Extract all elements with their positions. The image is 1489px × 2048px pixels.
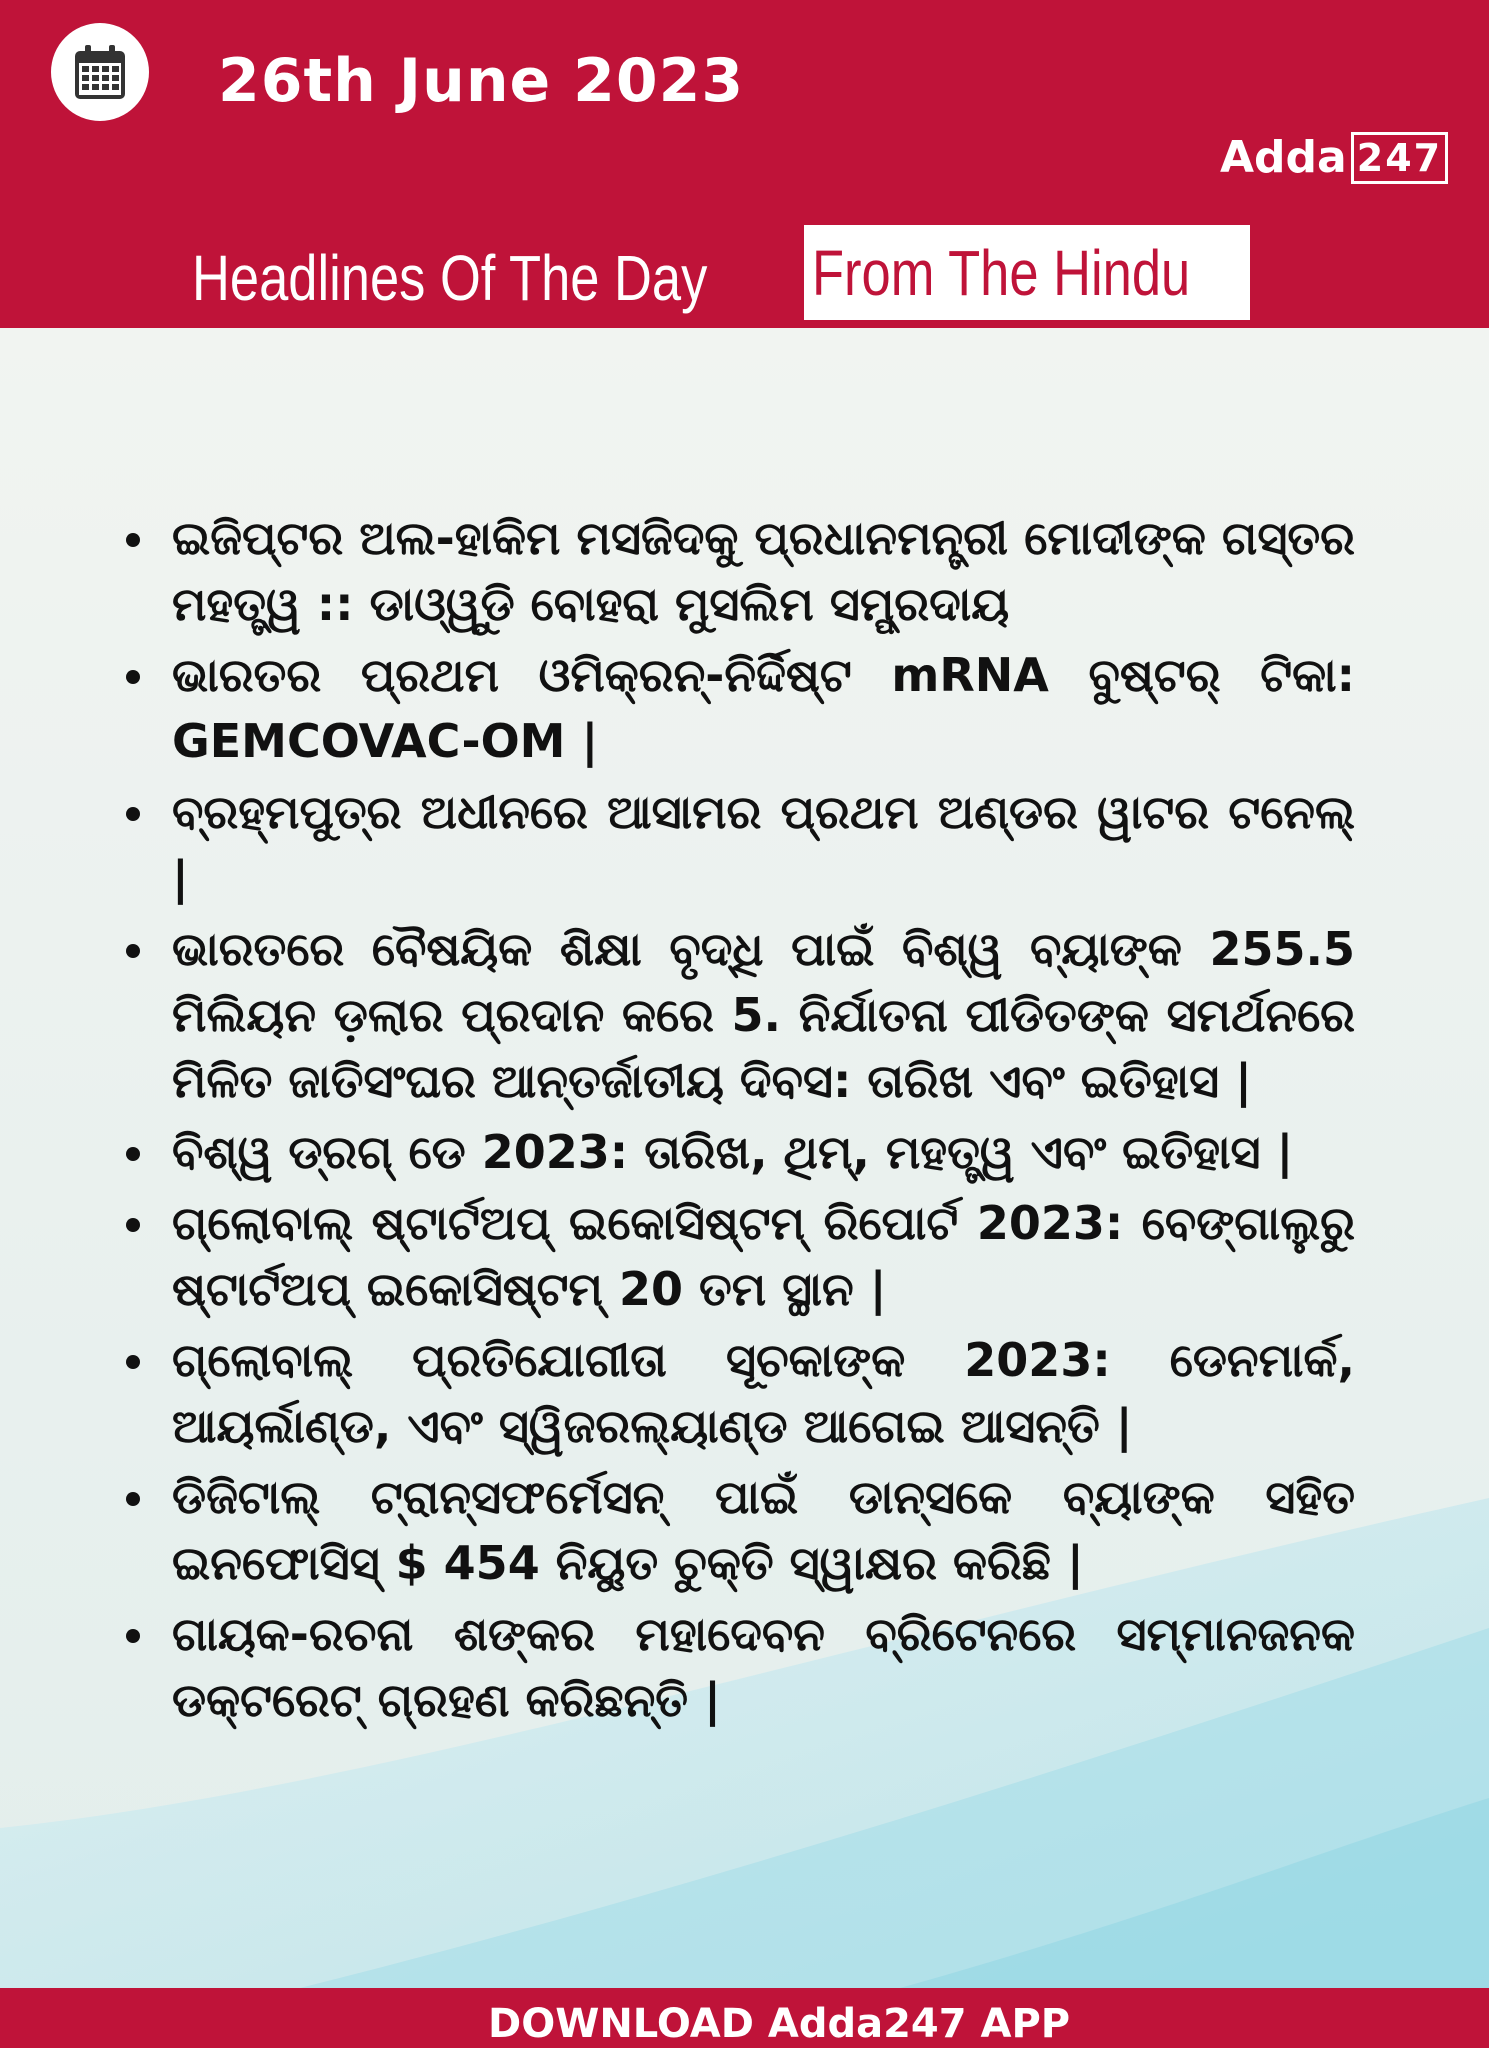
bullet-icon <box>126 1355 140 1369</box>
list-item <box>122 1190 1355 1322</box>
adda247-logo <box>1220 128 1448 188</box>
bullet-icon <box>126 1218 140 1232</box>
list-item <box>122 505 1355 637</box>
bullet-icon <box>126 1492 140 1506</box>
bullet-icon <box>126 944 140 958</box>
calendar-icon <box>73 43 127 101</box>
list-item <box>122 1119 1355 1185</box>
headline-text: ଭାରତରେ ବୈଷୟିକ ଶିକ୍ଷା ବୃଦ୍ଧି ପାଇଁ ବିଶ୍ୱ ବ୍ୟାଙ୍କ 255.5 ମିଲିୟନ ଡ଼ଲାର ପ୍ରଦାନ କରେ 5. ନିର୍ଯାତନା ପୀଡିତଙ୍କ ସମର୍ଥନରେ ମିଳିତ ଜାତିସଂଘର ଆନ୍ତର୍ଜାତୀୟ ଦିବସ: ତାରିଖ ଏବଂ ଇତିହାସ | <box>172 922 1355 1108</box>
list-item <box>122 1327 1355 1459</box>
logo-number: 247 <box>1351 132 1448 184</box>
headline-text: ବ୍ରହ୍ମପୁତ୍ର ଅଧୀନରେ ଆସାମର ପ୍ରଥମ ଅଣ୍ଡର ୱାଟର ଟନେଲ୍ | <box>172 785 1355 905</box>
list-item <box>122 642 1355 774</box>
list-item <box>122 1601 1355 1733</box>
bullet-icon <box>126 1147 140 1161</box>
source-label: From The Hindu <box>812 237 1191 309</box>
download-app-link[interactable]: DOWNLOAD Adda247 APP <box>488 2001 1071 2047</box>
headline-text: ଭାରତର ପ୍ରଥମ ଓମିକ୍ରନ୍-ନିର୍ଦ୍ଦିଷ୍ଟ mRNA ବୁଷ୍ଟର୍ ଟିକା: GEMCOVAC-OM | <box>172 648 1355 768</box>
headline-text: ଗ୍ଲୋବାଲ୍ ପ୍ରତିଯୋଗୀତା ସୂଚକାଙ୍କ 2023: ଡେନମାର୍କ, ଆୟର୍ଲାଣ୍ଡ, ଏବଂ ସ୍ୱିଜରଲ୍ୟାଣ୍ଡ ଆଗେଇ ଆସନ୍ତି | <box>172 1333 1355 1453</box>
list-item <box>122 916 1355 1114</box>
headlines-list <box>122 505 1355 1733</box>
calendar-badge <box>51 23 149 121</box>
bullet-icon <box>126 670 140 684</box>
headline-text: ଇଜିପ୍ଟର ଅଲ-ହାକିମ ମସଜିଦକୁ ପ୍ରଧାନମନ୍ତ୍ରୀ ମୋଦୀଙ୍କ ଗସ୍ତର ମହତ୍ତ୍ୱ :: ଡାଓ୍ୱୁଡି ବୋହରା ମୁସଲିମ ସମ୍ପ୍ରଦାୟ <box>172 511 1355 631</box>
headline-text: ଡିଜିଟାଲ୍ ଟ୍ରାନ୍ସଫର୍ମେସନ୍ ପାଇଁ ଡାନ୍ସକେ ବ୍ୟାଙ୍କ ସହିତ ଇନଫୋସିସ୍ $ 454 ନିୟୁତ ଚୁକ୍ତି ସ୍ୱାକ୍ଷର କରିଛି | <box>172 1470 1355 1590</box>
bullet-icon <box>126 807 140 821</box>
bullet-icon <box>126 533 140 547</box>
headline-text: ଗ୍ଲୋବାଲ୍ ଷ୍ଟାର୍ଟଅପ୍ ଇକୋସିଷ୍ଟମ୍ ରିପୋର୍ଟ 2023: ବେଙ୍ଗାଲୁରୁ ଷ୍ଟାର୍ଟଅପ୍ ଇକୋସିଷ୍ଟମ୍ 20 ତମ ସ୍ଥାନ | <box>172 1196 1355 1316</box>
page-date: 26th June 2023 <box>218 46 745 116</box>
headline-text: ଗାୟକ-ରଚନା ଶଙ୍କର ମହାଦେବନ ବ୍ରିଟେନରେ ସମ୍ମାନଜନକ ଡକ୍ଟରେଟ୍ ଗ୍ରହଣ କରିଛନ୍ତି | <box>172 1607 1355 1727</box>
headlines-section <box>122 505 1355 1738</box>
list-item <box>122 779 1355 911</box>
headline-text: ବିଶ୍ୱ ଡ୍ରଗ୍ ଡେ 2023: ତାରିଖ, ଥିମ୍, ମହତ୍ତ୍ୱ ଏବଂ ଇତିହାସ | <box>172 1125 1294 1179</box>
logo-wordmark: Adda <box>1220 132 1347 183</box>
list-item <box>122 1464 1355 1596</box>
bullet-icon <box>126 1629 140 1643</box>
section-title: Headlines Of The Day <box>192 242 708 314</box>
